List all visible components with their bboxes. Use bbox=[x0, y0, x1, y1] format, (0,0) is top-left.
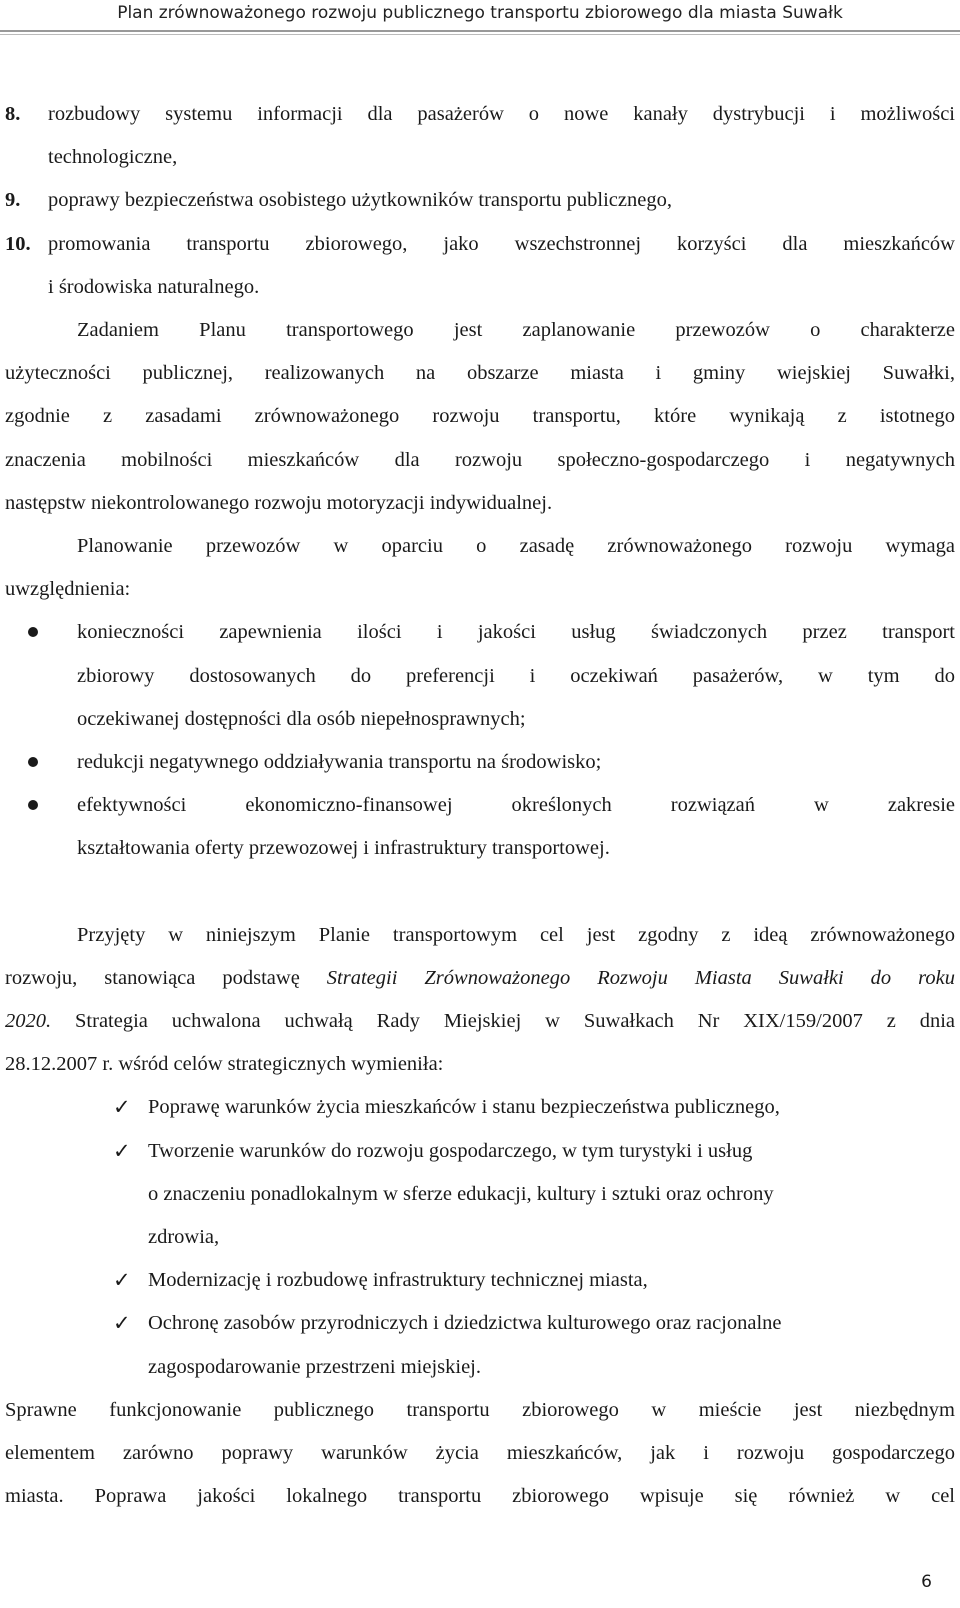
item-line: promowania transportu zbiorowego, jako wszechstronnej korzyści dla mieszkańców bbox=[48, 232, 955, 255]
paragraph-line: znaczenia mobilności mieszkańców dla rozwoju społeczno-gospodarczego i negatywnych bbox=[5, 448, 955, 471]
header-rule bbox=[0, 30, 960, 32]
paragraph-line: elementem zarówno poprawy warunków życia mieszkańców, jak i rozwoju gospodarczego bbox=[5, 1442, 955, 1465]
check-line: Poprawę warunków życia mieszkańców i stanu bezpieczeństwa publicznego, bbox=[148, 1096, 780, 1119]
document-body bbox=[5, 93, 955, 1519]
check-line: o znaczeniu ponadlokalnym w sferze edukacji, kultury i sztuki oraz ochrony bbox=[148, 1182, 774, 1205]
spacer bbox=[5, 871, 955, 914]
item-number: 9. bbox=[5, 189, 21, 212]
item-line: poprawy bezpieczeństwa osobistego użytkowników transportu publicznego, bbox=[48, 189, 672, 212]
text-plain: Strategia uchwalona uchwałą Rady Miejskiej w Suwałkach Nr XIX/159/2007 z dnia bbox=[51, 1010, 955, 1033]
header-title: Plan zrównoważonego rozwoju publicznego transportu zbiorowego dla miasta Suwałk bbox=[117, 3, 843, 23]
check-item bbox=[5, 1086, 955, 1129]
item-line: rozbudowy systemu informacji dla pasażerów o nowe kanały dystrybucji i możliwości bbox=[48, 103, 955, 125]
check-line: Modernizację i rozbudowę infrastruktury technicznej miasta, bbox=[148, 1269, 648, 1292]
checkmark-icon: ✓ bbox=[113, 1311, 131, 1336]
paragraph-line: Zadaniem Planu transportowego jest zaplanowanie przewozów o charakterze bbox=[77, 319, 955, 342]
check-line: Tworzenie warunków do rozwoju gospodarczego, w tym turystyki i usług bbox=[148, 1139, 753, 1162]
item-line: i środowiska naturalnego. bbox=[48, 275, 260, 298]
paragraph-planning bbox=[5, 525, 955, 611]
strategy-title: Strategii Zrównoważonego Rozwoju Miasta Suwałki do roku bbox=[326, 966, 955, 989]
paragraph-strategy bbox=[5, 914, 955, 1087]
bullet-icon bbox=[28, 627, 38, 637]
paragraph-line: 28.12.2007 r. wśród celów strategicznych wymieniła: bbox=[5, 1053, 444, 1076]
strategy-year: 2020. bbox=[5, 1010, 52, 1033]
paragraph-plan-purpose bbox=[5, 309, 955, 525]
bullet-item bbox=[5, 784, 955, 870]
paragraph-conclusion bbox=[5, 1389, 955, 1519]
numbered-item bbox=[5, 223, 955, 309]
item-number: 8. bbox=[5, 103, 21, 125]
bullet-item bbox=[5, 611, 955, 741]
paragraph-line bbox=[5, 1000, 955, 1043]
text-plain: rozwoju, stanowiąca podstawę bbox=[5, 966, 327, 989]
numbered-item bbox=[5, 179, 955, 222]
item-number: 10. bbox=[5, 232, 31, 255]
bullet-item bbox=[5, 741, 955, 784]
bullet-icon bbox=[28, 757, 38, 767]
header-rule-thin bbox=[0, 34, 960, 35]
numbered-item bbox=[5, 93, 955, 179]
paragraph-line: miasta. Poprawa jakości lokalnego transportu zbiorowego wpisuje się również w cel bbox=[5, 1485, 955, 1508]
paragraph-line: Przyjęty w niniejszym Planie transportowym cel jest zgodny z ideą zrównoważonego bbox=[77, 923, 955, 946]
bullet-line: oczekiwanej dostępności dla osób niepełnosprawnych; bbox=[77, 707, 526, 730]
paragraph-line: Sprawne funkcjonowanie publicznego transportu zbiorowego w mieście jest niezbędnym bbox=[5, 1398, 955, 1421]
paragraph-line: uwzględnienia: bbox=[5, 578, 131, 601]
check-item bbox=[5, 1259, 955, 1302]
bullet-line: kształtowania oferty przewozowej i infrastruktury transportowej. bbox=[77, 837, 610, 860]
check-item bbox=[5, 1130, 955, 1260]
check-item bbox=[5, 1302, 955, 1388]
paragraph-line: następstw niekontrolowanego rozwoju motoryzacji indywidualnej. bbox=[5, 491, 553, 514]
bullet-line: konieczności zapewnienia ilości i jakości usług świadczonych przez transport bbox=[77, 621, 955, 644]
check-line: Ochronę zasobów przyrodniczych i dziedzictwa kulturowego oraz racjonalne bbox=[148, 1312, 782, 1335]
bullet-line: zbiorowy dostosowanych do preferencji i oczekiwań pasażerów, w tym do bbox=[77, 664, 955, 687]
check-line: zdrowia, bbox=[148, 1226, 220, 1249]
bullet-line: redukcji negatywnego oddziaływania transportu na środowisko; bbox=[77, 751, 602, 774]
check-line: zagospodarowanie przestrzeni miejskiej. bbox=[148, 1355, 481, 1378]
checkmark-icon: ✓ bbox=[113, 1095, 131, 1120]
paragraph-line bbox=[5, 957, 955, 1000]
bullet-line: efektywności ekonomiczno-finansowej określonych rozwiązań w zakresie bbox=[77, 794, 955, 817]
paragraph-line: Planowanie przewozów w oparciu o zasadę zrównoważonego rozwoju wymaga bbox=[77, 535, 955, 558]
bullet-icon bbox=[28, 800, 38, 810]
page-number: 6 bbox=[921, 1572, 932, 1592]
checkmark-icon: ✓ bbox=[113, 1138, 131, 1163]
page-header bbox=[0, 0, 960, 32]
checkmark-icon: ✓ bbox=[113, 1268, 131, 1293]
paragraph-line: zgodnie z zasadami zrównoważonego rozwoju transportu, które wynikają z istotnego bbox=[5, 405, 955, 428]
paragraph-line: użyteczności publicznej, realizowanych na obszarze miasta i gminy wiejskiej Suwałki, bbox=[5, 362, 955, 385]
item-line: technologiczne, bbox=[48, 146, 178, 169]
